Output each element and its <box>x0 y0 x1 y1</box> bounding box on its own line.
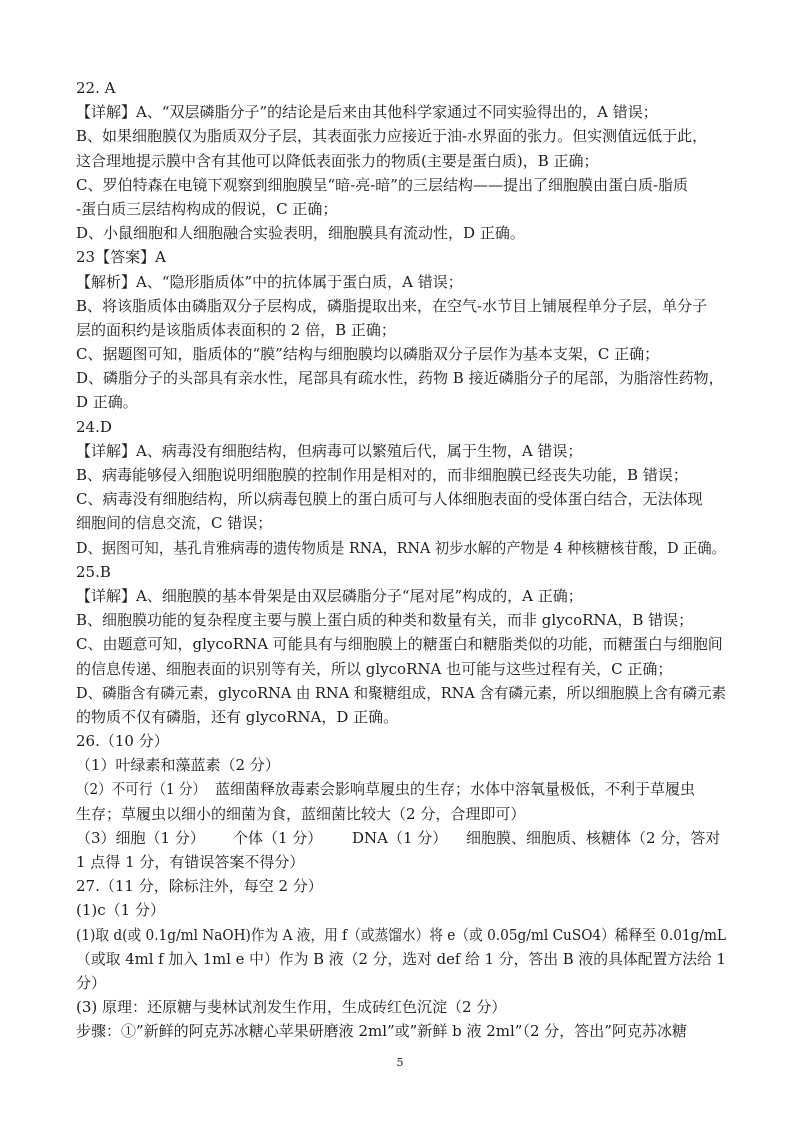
q27-part2-line1: (1)取 d(或 0.1g/ml NaOH)作为 A 液，用 f（或蒸馏水）将 e（或 0.05g/ml CuSO4）稀释至 0.01g/mL <box>76 925 727 944</box>
q27-part3-principle: (3) 原理：还原糖与斐林试剂发生作用，生成砖红色沉淀（2 分） <box>76 998 507 1017</box>
q26-part1: （1）叶绿素和藻蓝素（2 分） <box>76 756 280 775</box>
q26-part2-reason: 蓝细菌释放毒素会影响草履虫的生存；水体中溶氧量极低，不利于草履虫 <box>215 780 696 799</box>
q27-part2-line2: （或取 4ml f 加入 1ml e 中）作为 B 液（2 分，选对 def 给 1 分，答出 B 液的具体配置方法给 1 <box>76 949 727 968</box>
q23-analysis-b-line2: 层的面积约是该脂质体表面积的 2 倍，B 正确； <box>76 320 396 339</box>
q24-answer: 24.D <box>76 417 112 436</box>
q23-analysis-d-line1: D、磷脂分子的头部具有亲水性，尾部具有疏水性，药物 B 接近磷脂分子的尾部，为脂溶性药物， <box>76 369 724 388</box>
page-number: 5 <box>396 1056 404 1069</box>
q27-part1: (1)c（1 分） <box>76 901 165 920</box>
q22-detail-c-line2: -蛋白质三层结构构成的假说，C 正确； <box>76 199 338 218</box>
q22-detail-b-line1: B、如果细胞膜仅为脂质双分子层，其表面张力应接近于油-水界面的张力。但实测值远低于此， <box>76 127 708 146</box>
q26-part3-line1 <box>76 826 726 850</box>
q24-detail-c-line1: C、病毒没有细胞结构，所以病毒包膜上的蛋白质可与人体细胞表面的受体蛋白结合，无法体现 <box>76 490 703 509</box>
q26-part2-line1 <box>76 777 726 801</box>
q23-analysis-a: 【解析】A、“隐形脂质体”中的抗体属于蛋白质，A 错误； <box>76 272 463 291</box>
q22-answer: 22. A <box>76 79 116 97</box>
q26-part3-line2: 1 点得 1 分，有错误答案不得分） <box>76 853 305 871</box>
q23-analysis-c: C、据题图可知，脂质体的“膜”结构与细胞膜均以磷脂双分子层作为基本支架，C 正确； <box>76 345 660 364</box>
q25-detail-c-line2: 的信息传递、细胞表面的识别等有关，所以 glycoRNA 也可能与这些过程有关，C 正确； <box>76 659 673 678</box>
q24-detail-c-line2: 细胞间的信息交流，C 错误； <box>76 514 273 533</box>
q26-part3-dna: DNA（1 分） <box>352 828 448 847</box>
q25-detail-d-line2: 的物质不仅有磷脂，还有 glycoRNA，D 正确。 <box>76 707 399 726</box>
q25-answer: 25.B <box>76 562 111 581</box>
q26-part3-structures: 细胞膜、细胞质、核糖体（2 分，答对 <box>466 828 721 847</box>
q23-analysis-b-line1: B、将该脂质体由磷脂双分子层构成，磷脂提取出来，在空气-水节目上铺展程单分子层，单分子 <box>76 296 708 315</box>
q23-analysis-d-line2: D 正确。 <box>76 393 138 412</box>
q22-detail-d: D、小鼠细胞和人细胞融合实验表明，细胞膜具有流动性，D 正确。 <box>76 224 525 243</box>
q26-part2-line2: 生存；草履虫以细小的细菌为食，蓝细菌比较大（2 分，合理即可） <box>76 804 526 823</box>
q26-part2-verdict: （2）不可行（1 分） <box>76 780 207 799</box>
q26-part3-individual: 个体（1 分） <box>233 828 323 847</box>
q27-heading: 27.（11 分，除标注外，每空 2 分） <box>76 877 323 896</box>
q22-detail-c-line1: C、罗伯特森在电镜下观察到细胞膜呈“暗-亮-暗”的三层结构——提出了细胞膜由蛋白质-脂质 <box>76 175 689 194</box>
q27-part3-steps: 步骤：①”新鲜的阿克苏冰糖心苹果研磨液 2ml”或”新鲜 b 液 2ml”（2 分，答出”阿克苏冰糖 <box>76 1022 687 1041</box>
q24-detail-b: B、病毒能够侵入细胞说明细胞膜的控制作用是相对的，而非细胞膜已经丧失功能，B 错误； <box>76 466 688 484</box>
q27-part2-line3: 分） <box>76 973 107 992</box>
q22-detail-b-line2: 这合理地提示膜中含有其他可以降低表面张力的物质(主要是蛋白质)，B 正确； <box>76 151 599 170</box>
answer-key-content <box>76 76 726 1044</box>
q23-answer: 23【答案】A <box>76 248 166 267</box>
q25-detail-a: 【详解】A、细胞膜的基本骨架是由双层磷脂分子“尾对尾”构成的，A 正确； <box>76 586 583 605</box>
q24-detail-d: D、据图可知，基孔肯雅病毒的遗传物质是 RNA，RNA 初步水解的产物是 4 种核糖核苷酸，D 正确。 <box>76 538 726 557</box>
q26-part3-cell: （3）细胞（1 分） <box>76 828 205 847</box>
q26-heading: 26.（10 分） <box>76 732 169 751</box>
q25-detail-b: B、细胞膜功能的复杂程度主要与膜上蛋白质的种类和数量有关，而非 glycoRNA，B 错误； <box>76 611 694 630</box>
q25-detail-d-line1: D、磷脂含有磷元素，glycoRNA 由 RNA 和聚糖组成，RNA 含有磷元素，所以细胞膜上含有磷元素 <box>76 683 726 702</box>
q22-detail-a: 【详解】A、“双层磷脂分子”的结论是后来由其他科学家通过不同实验得出的，A 错误； <box>76 103 658 122</box>
q25-detail-c-line1: C、由题意可知，glycoRNA 可能具有与细胞膜上的糖蛋白和糖脂类似的功能，而糖蛋白与细胞间 <box>76 635 723 654</box>
q24-detail-a: 【详解】A、病毒没有细胞结构，但病毒可以繁殖后代，属于生物，A 错误； <box>76 441 583 460</box>
